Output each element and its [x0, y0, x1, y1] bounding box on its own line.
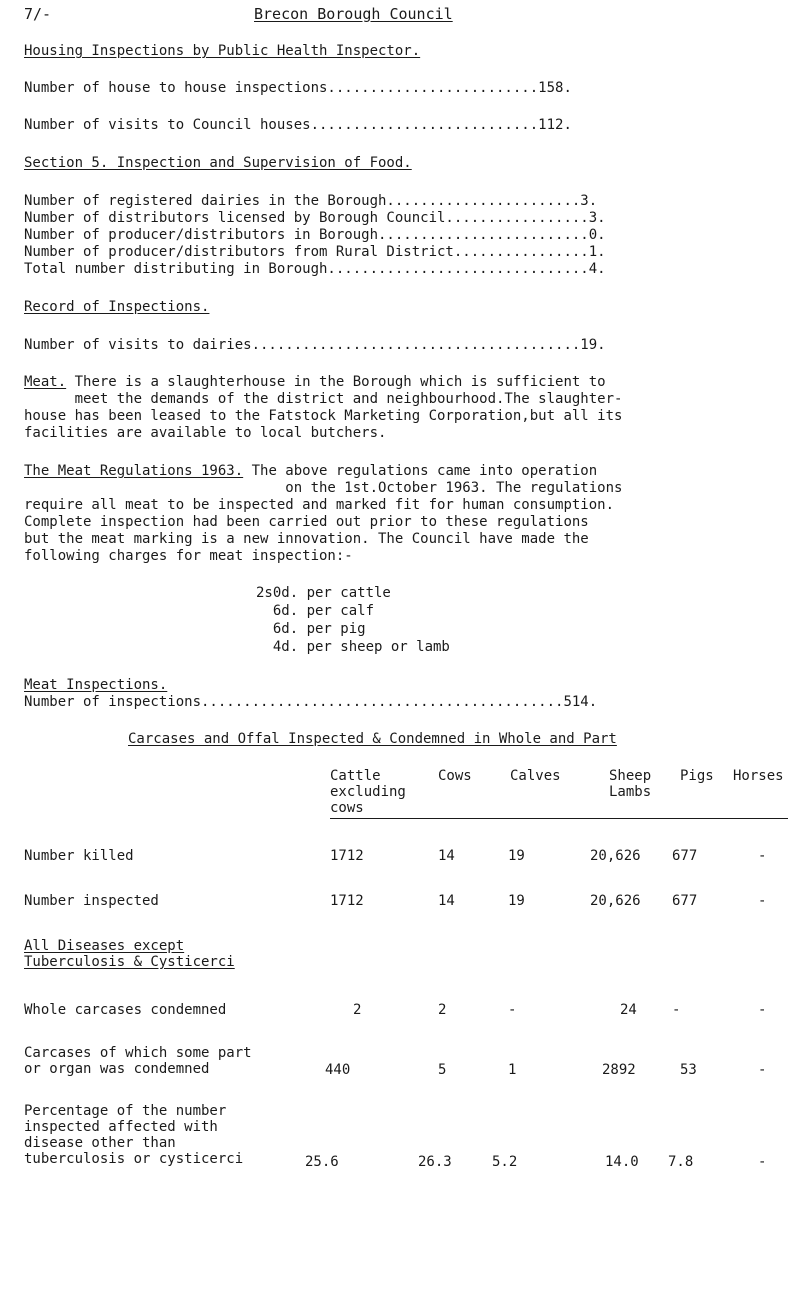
- regulations-line-6: following charges for meat inspection:-: [24, 548, 353, 564]
- table-cell: 53: [680, 1062, 697, 1078]
- table-cell: 26.3: [418, 1154, 452, 1170]
- header-cattle: Cattle excluding cows: [330, 768, 406, 816]
- meat-inspections-heading: Meat Inspections.: [24, 677, 168, 693]
- total-distributing-line: Total number distributing in Borough...............................4.: [24, 261, 606, 277]
- header-calves: Calves: [510, 768, 561, 784]
- table-title: Carcases and Offal Inspected & Condemned in Whole and Part: [128, 731, 617, 747]
- table-cell: 14.0: [605, 1154, 639, 1170]
- table-cell: -: [758, 1154, 767, 1170]
- section5-heading: Section 5. Inspection and Supervision of Food.: [24, 155, 412, 171]
- regulations-line-1: The above regulations came into operation: [243, 463, 598, 479]
- table-row-label: Percentage of the number inspected affected with disease other than tuberculosis or cysticerci: [24, 1103, 244, 1167]
- regulations-line-3: require all meat to be inspected and marked fit for human consumption.: [24, 497, 615, 513]
- house-inspections-line: Number of house to house inspections.........................158.: [24, 80, 572, 96]
- table-cell: 440: [325, 1062, 351, 1078]
- meat-inspections-line: Number of inspections...........................................514.: [24, 694, 598, 710]
- table-cell: 1712: [330, 848, 364, 864]
- charge-sheep: 4d. per sheep or lamb: [256, 639, 450, 655]
- distributors-licensed-line: Number of distributors licensed by Borough Council.................3.: [24, 210, 606, 226]
- header-pigs: Pigs: [680, 768, 714, 784]
- table-cell: 677: [672, 893, 698, 909]
- table-cell: -: [508, 1002, 517, 1018]
- header-cows: Cows: [438, 768, 472, 784]
- record-heading: Record of Inspections.: [24, 299, 210, 315]
- council-title: Brecon Borough Council: [254, 5, 453, 23]
- meat-line-3: house has been leased to the Fatstock Marketing Corporation,but all its: [24, 408, 623, 424]
- regulations-first-line: [24, 463, 597, 479]
- charge-pig: 6d. per pig: [256, 621, 366, 637]
- meat-line-4: facilities are available to local butchers.: [24, 425, 387, 441]
- page-number: 7/-: [24, 5, 52, 23]
- table-cell: 20,626: [590, 893, 641, 909]
- meat-paragraph: [24, 374, 606, 390]
- table-cell: -: [758, 1062, 767, 1078]
- table-row-label: Whole carcases condemned: [24, 1002, 227, 1018]
- table-cell: 19: [508, 848, 525, 864]
- regulations-line-5: but the meat marking is a new innovation. The Council have made the: [24, 531, 589, 547]
- producers-borough-line: Number of producer/distributors in Borough.........................0.: [24, 227, 606, 243]
- table-row-label: Carcases of which some part or organ was condemned: [24, 1045, 252, 1077]
- header-rule: [330, 818, 788, 819]
- table-cell: 1: [508, 1062, 517, 1078]
- table-cell: -: [758, 1002, 767, 1018]
- header-sheep: Sheep Lambs: [609, 768, 652, 800]
- table-cell: 677: [672, 848, 698, 864]
- table-cell: 14: [438, 893, 455, 909]
- header-horses: Horses: [733, 768, 784, 784]
- regulations-label: The Meat Regulations 1963.: [24, 463, 244, 479]
- table-cell: 5: [438, 1062, 447, 1078]
- table-row-label: All Diseases except Tuberculosis & Cysticerci: [24, 938, 235, 970]
- housing-heading: Housing Inspections by Public Health Inspector.: [24, 43, 421, 59]
- table-row-label: Number killed: [24, 848, 134, 864]
- table-cell: 7.8: [668, 1154, 694, 1170]
- table-cell: 14: [438, 848, 455, 864]
- table-cell: 20,626: [590, 848, 641, 864]
- regulations-line-4: Complete inspection had been carried out prior to these regulations: [24, 514, 589, 530]
- table-cell: 25.6: [305, 1154, 339, 1170]
- charge-calf: 6d. per calf: [256, 603, 375, 619]
- table-cell: -: [672, 1002, 681, 1018]
- council-house-visits-line: Number of visits to Council houses...........................112.: [24, 117, 572, 133]
- table-cell: -: [758, 893, 767, 909]
- producers-rural-line: Number of producer/distributors from Rural District................1.: [24, 244, 606, 260]
- table-cell: 2892: [602, 1062, 636, 1078]
- meat-line-2: meet the demands of the district and neighbourhood.The slaughter-: [24, 391, 623, 407]
- meat-label: Meat.: [24, 374, 67, 390]
- table-cell: -: [758, 848, 767, 864]
- meat-line-1: There is a slaughterhouse in the Borough which is sufficient to: [66, 374, 606, 390]
- dairy-visits-line: Number of visits to dairies.......................................19.: [24, 337, 606, 353]
- table-cell: 1712: [330, 893, 364, 909]
- table-cell: 5.2: [492, 1154, 518, 1170]
- table-cell: 2: [438, 1002, 447, 1018]
- charge-cattle: 2s0d. per cattle: [256, 585, 391, 601]
- table-cell: 2: [353, 1002, 362, 1018]
- dairies-line: Number of registered dairies in the Borough.......................3.: [24, 193, 598, 209]
- table-row-label: Number inspected: [24, 893, 159, 909]
- table-cell: 19: [508, 893, 525, 909]
- table-cell: 24: [620, 1002, 637, 1018]
- regulations-line-2: on the 1st.October 1963. The regulations: [24, 480, 623, 496]
